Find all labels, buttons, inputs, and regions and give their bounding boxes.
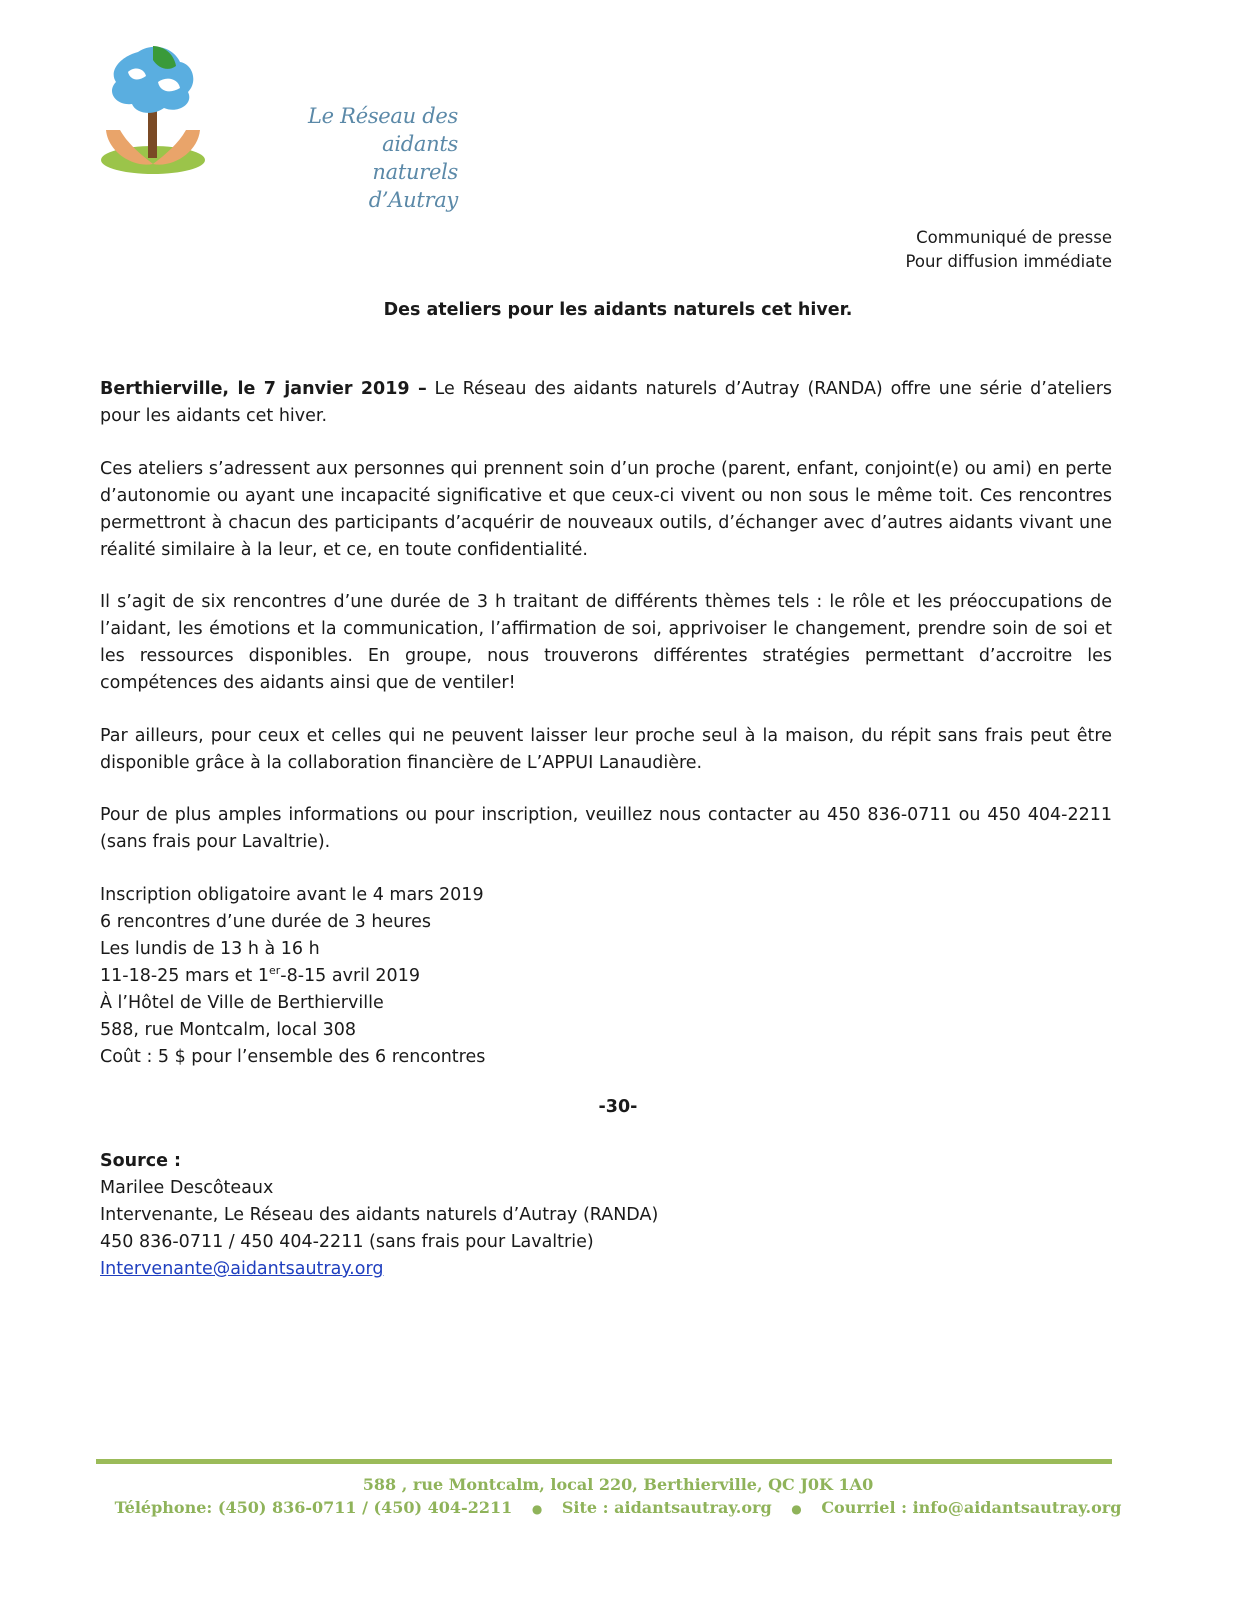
footer-site: Site : aidantsautray.org — [561, 1498, 772, 1517]
footer-phone: Téléphone: (450) 836-0711 / (450) 404-2211 — [114, 1498, 513, 1517]
audience-paragraph — [100, 456, 1112, 564]
themes-paragraph — [100, 589, 1112, 697]
end-mark: -30- — [598, 1097, 638, 1117]
contact-title: Intervenante, Le Réseau des aidants naturels d’Autray (RANDA) — [100, 1205, 659, 1225]
press-release-label: Communiqué de presse — [916, 228, 1112, 247]
immediate-release-label: Pour diffusion immédiate — [905, 252, 1112, 271]
venue: À l’Hôtel de Ville de Berthierville — [100, 993, 384, 1013]
contact-paragraph — [100, 802, 1112, 856]
dates-part-1: 11-18-25 mars et 1 — [100, 966, 269, 986]
bullet-separator: ● — [531, 1502, 543, 1516]
logo-line-3: d’Autray — [368, 188, 458, 212]
contact-text: Pour de plus amples informations ou pour inscription, veuillez nous contacter au 450 836-0711 ou 450 404-2211 (sans frais pour Lavaltrie). — [100, 805, 1112, 852]
source-label: Source : — [100, 1151, 182, 1171]
footer-divider — [96, 1459, 1112, 1464]
footer-email: Courriel : info@aidantsautray.org — [821, 1498, 1122, 1517]
contact-phones: 450 836-0711 / 450 404-2211 (sans frais pour Lavaltrie) — [100, 1232, 594, 1252]
footer-contacts — [0, 1498, 1236, 1517]
session-time: Les lundis de 13 h à 16 h — [100, 939, 320, 959]
organization-logo — [98, 42, 458, 212]
dateline: Berthierville, le 7 janvier 2019 – — [100, 379, 427, 399]
headline: Des ateliers pour les aidants naturels cet hiver. — [383, 300, 853, 320]
bullet-separator: ● — [791, 1502, 802, 1516]
footer-address: 588 , rue Montcalm, local 220, Berthierville, QC J0K 1A0 — [362, 1475, 874, 1494]
event-details — [100, 882, 485, 1071]
respite-paragraph — [100, 723, 1112, 777]
press-header — [906, 226, 1112, 274]
cost: Coût : 5 $ pour l’ensemble des 6 rencontres — [100, 1047, 486, 1067]
audience-text: Ces ateliers s’adressent aux personnes qui prennent soin d’un proche (parent, enfant, conjoint(e) ou ami) en perte d’autonomie ou ayant une incapacité significative et que ceux-ci vivent ou non sous le même toit. Ces rencontres permettront à chacun des participants d’acquérir de nouveaux outils, d’échanger avec d’autres aidants vivant une réalité similaire à la leur, et ce, en toute confidentialité. — [100, 459, 1112, 560]
contact-name: Marilee Descôteaux — [100, 1178, 274, 1198]
logo-line-1: Le Réseau des — [308, 104, 458, 128]
source-block — [100, 1148, 658, 1283]
registration-deadline: Inscription obligatoire avant le 4 mars 2019 — [100, 885, 484, 905]
logo-wordmark — [298, 102, 458, 214]
respite-text: Par ailleurs, pour ceux et celles qui ne peuvent laisser leur proche seul à la maison, du répit sans frais peut être disponible grâce à la collaboration financière de L’APPUI Lanaudière. — [100, 726, 1112, 773]
dates-part-2: -8-15 avril 2019 — [280, 966, 420, 986]
tree-hands-logo-icon — [98, 42, 208, 177]
intro-text: Le Réseau des aidants naturels d’Autray (RANDA) offre une série d’ateliers pour les aidants cet hiver. — [100, 379, 1113, 426]
logo-line-2: aidants naturels — [372, 132, 458, 184]
venue-address: 588, rue Montcalm, local 308 — [100, 1020, 357, 1040]
intro-paragraph — [100, 376, 1112, 430]
contact-email-link[interactable]: Intervenante@aidantsautray.org — [100, 1259, 384, 1279]
themes-text: Il s’agit de six rencontres d’une durée de 3 h traitant de différents thèmes tels : le rôle et les préoccupations de l’aidant, les émotions et la communication, l’affirmation de soi, apprivoiser le changement, prendre soin de soi et les ressources disponibles. En groupe, nous trouverons différentes stratégies permettant d’accroitre les compétences des aidants ainsi que de ventiler! — [100, 592, 1112, 693]
session-count: 6 rencontres d’une durée de 3 heures — [100, 912, 431, 932]
dates-superscript: er — [268, 964, 281, 977]
session-dates — [100, 963, 485, 990]
